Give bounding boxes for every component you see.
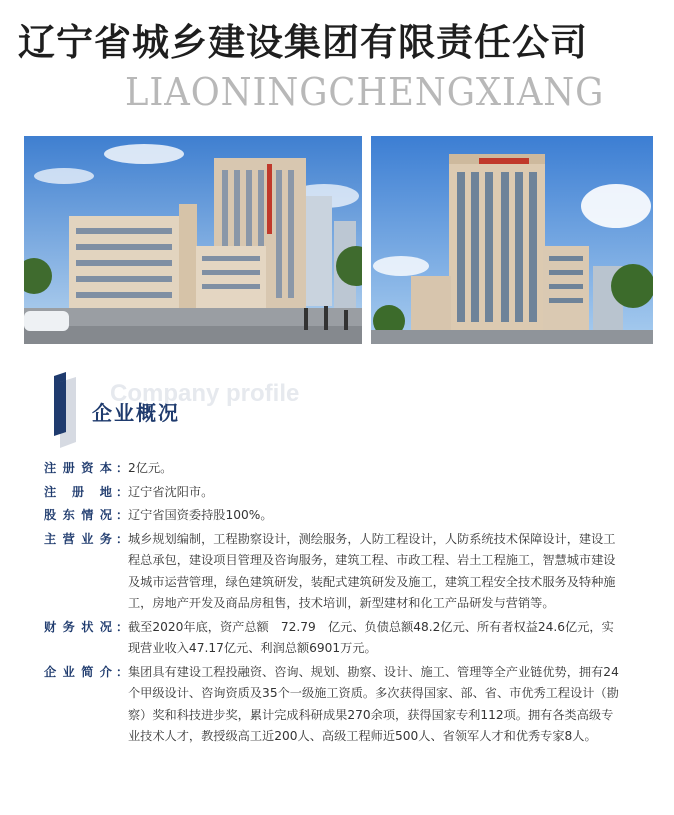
info-row-registered-capital: 注册资本 ： 2亿元。 xyxy=(44,458,624,480)
info-label: 主营业务 xyxy=(44,531,112,546)
office-tower-photo-right xyxy=(371,136,653,344)
info-value: 截至2020年底，资产总额 72.79 亿元、负债总额48.2亿元、所有者权益24.6亿元，实现营业收入47.17亿元、利润总额6901万元。 xyxy=(128,619,614,655)
info-row-company-intro: 企业简介 ： 集团具有建设工程投融资、咨询、规划、勘察、设计、施工、管理等全产业链优势，拥有24个甲级设计、咨询资质及35个一级施工资质。多次获得国家、部、省、市优秀工程设计（勘察）奖和科技进步奖，累计完成科研成果270余项，获得国家专利112项。拥有各类高级专业技术人才，教授级高工近200人、高级工程师近500人、省领军人才和优秀专家8人。 xyxy=(44,662,624,748)
company-title: 辽宁省城乡建设集团有限责任公司 xyxy=(18,20,588,64)
company-info-list xyxy=(44,458,624,750)
info-label: 股东情况 xyxy=(44,508,112,522)
info-row-financial-status: 财务状况 ： 截至2020年底，资产总额 72.79 亿元、负债总额48.2亿元、所有者权益24.6亿元，实现营业收入47.17亿元、利润总额6901万元。 xyxy=(44,617,624,660)
info-value: 辽宁省国资委持股100%。 xyxy=(128,508,273,522)
section-accent-icon xyxy=(40,372,90,448)
section-title-en: Company profile xyxy=(110,380,300,407)
company-subtitle: LIAONINGCHENGXIANG xyxy=(125,70,605,114)
info-row-main-business: 主营业务 ： 城乡规划编制，工程勘察设计，测绘服务，人防工程设计，人防系统技术保障设计，建设工程总承包，建设项目管理及咨询服务，建筑工程、市政工程、岩土工程施工，智慧城市建设及城市运营管理，绿色建筑研发，装配式建筑研发及施工，建筑工程安全技术服务及特种施工，房地产开发及商品房租售，技术培训，新型建材和化工产品研发与营销等。 xyxy=(44,529,624,615)
info-value: 2亿元。 xyxy=(128,461,173,475)
info-label: 注 册 地 xyxy=(44,484,112,499)
info-value: 城乡规划编制，工程勘察设计，测绘服务，人防工程设计，人防系统技术保障设计，建设工程总承包，建设项目管理及咨询服务，建筑工程、市政工程、岩土工程施工，智慧城市建设及城市运营管理，绿色建筑研发，装配式建筑研发及施工，建筑工程安全技术服务及特种施工，房地产开发及商品房租售，技术培训，新型建材和化工产品研发与营销等。 xyxy=(128,531,616,610)
info-row-registered-address: 注 册 地 ： 辽宁省沈阳市。 xyxy=(44,482,624,504)
section-title-cn: 企业概况 xyxy=(92,401,180,425)
info-value: 集团具有建设工程投融资、咨询、规划、勘察、设计、施工、管理等全产业链优势，拥有24个甲级设计、咨询资质及35个一级施工资质。多次获得国家、部、省、市优秀工程设计（勘察）奖和科技进步奖，累计完成科研成果270余项，获得国家专利112项。拥有各类高级专业技术人才，教授级高工近200人、高级工程师近500人、省领军人才和优秀专家8人。 xyxy=(128,664,619,743)
section-header xyxy=(40,372,440,452)
info-label: 企业简介 xyxy=(44,664,112,679)
info-value: 辽宁省沈阳市。 xyxy=(128,484,214,499)
info-label: 注册资本 xyxy=(44,461,112,475)
office-building-photo-left xyxy=(24,136,362,344)
info-label: 财务状况 xyxy=(44,619,112,634)
info-row-shareholders: 股东情况 ： 辽宁省国资委持股100%。 xyxy=(44,505,624,527)
